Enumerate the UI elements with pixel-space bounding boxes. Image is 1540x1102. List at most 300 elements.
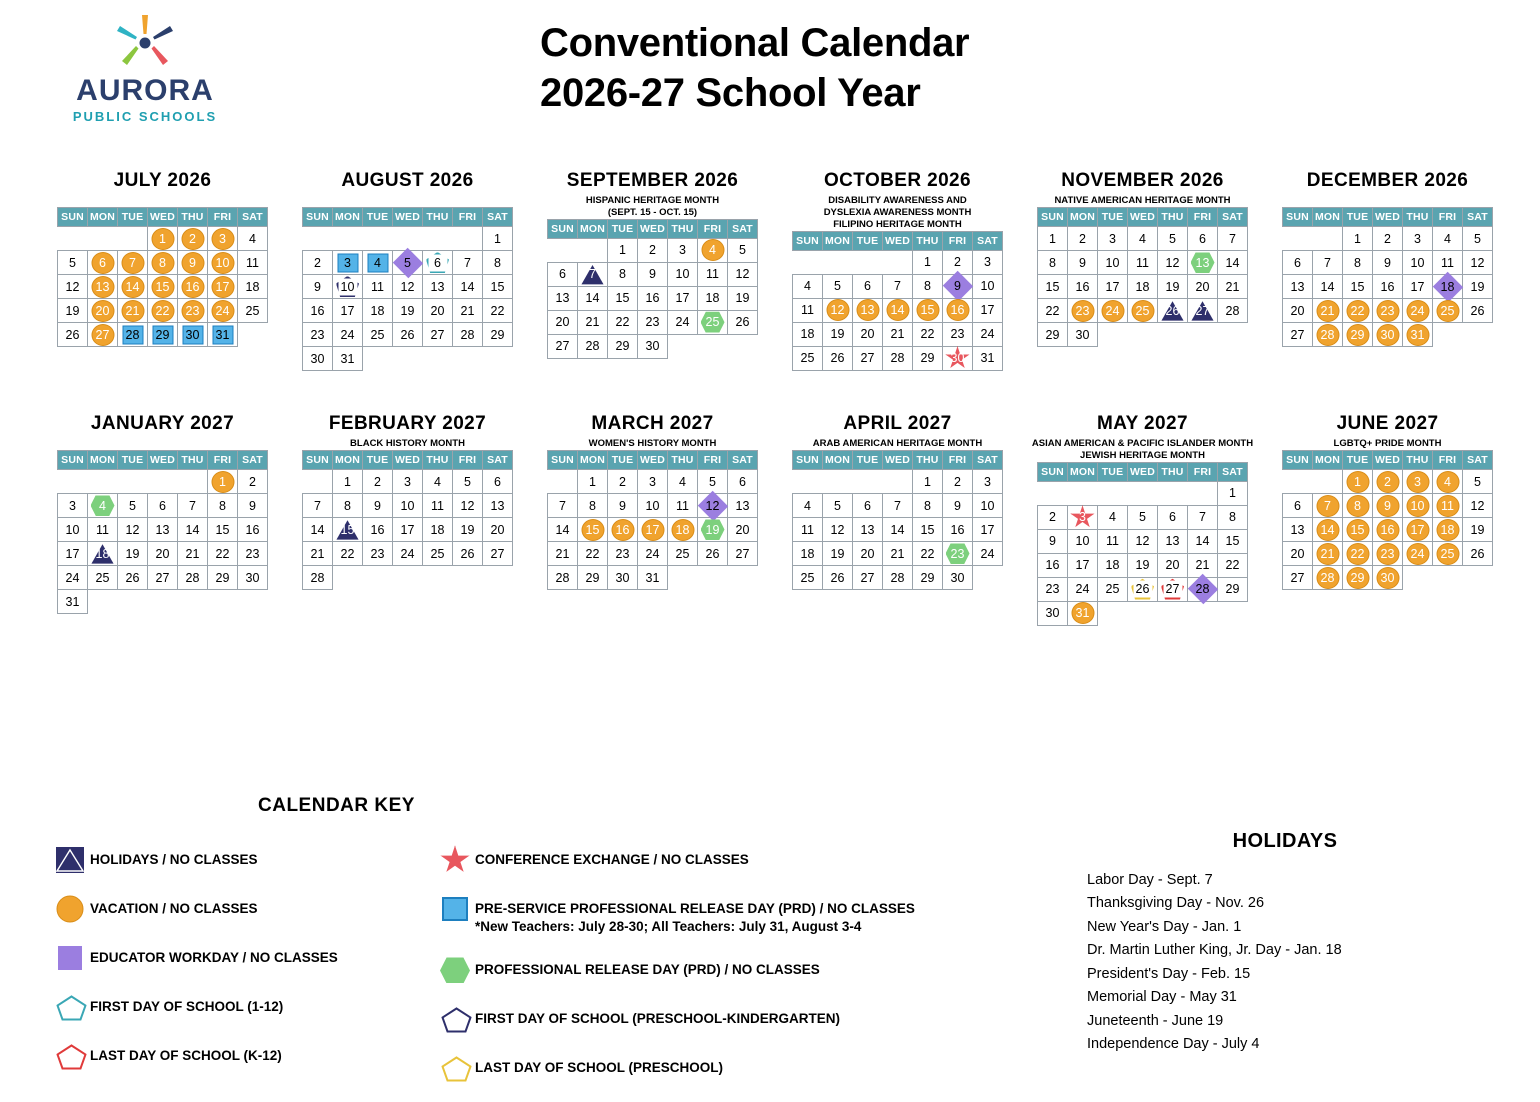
- day-cell: [1038, 299, 1068, 323]
- day-cell: [363, 275, 393, 299]
- day-number: 3: [649, 474, 656, 489]
- day-number: 3: [1414, 231, 1421, 246]
- day-cell: [793, 346, 823, 370]
- month-title: MAY 2027: [1097, 413, 1188, 434]
- day-cell: [423, 323, 453, 347]
- day-number: 25: [95, 570, 110, 585]
- day-number: 8: [1049, 255, 1056, 270]
- day-number: 7: [894, 498, 901, 513]
- day-number: 15: [490, 279, 505, 294]
- day-number: 10: [1410, 498, 1425, 513]
- day-cell: [363, 470, 393, 494]
- empty-cell: [1283, 227, 1313, 251]
- day-cell: [548, 494, 578, 518]
- weekday-header-fri: FRI: [943, 231, 973, 250]
- day-number: 19: [735, 291, 750, 306]
- day-cell: [548, 286, 578, 310]
- day-cell: [883, 566, 913, 590]
- day-number: 15: [215, 522, 230, 537]
- weekday-header-mon: MON: [333, 208, 363, 227]
- day-number: 9: [1384, 498, 1391, 513]
- day-number: 15: [155, 279, 170, 294]
- day-number: 24: [980, 327, 995, 342]
- day-number: 27: [860, 351, 875, 366]
- day-cell: [1218, 577, 1248, 601]
- empty-cell: [973, 566, 1003, 590]
- day-cell: [1038, 251, 1068, 275]
- weekday-header-fri: FRI: [943, 451, 973, 470]
- day-cell: [303, 542, 333, 566]
- day-number: 27: [490, 546, 505, 561]
- day-cell: [973, 470, 1003, 494]
- empty-cell: [1128, 323, 1158, 347]
- empty-cell: [1158, 323, 1188, 347]
- day-number: 4: [804, 498, 811, 513]
- day-cell: [943, 346, 973, 370]
- day-cell: [1068, 601, 1098, 625]
- weekday-header-wed: WED: [883, 231, 913, 250]
- key-label-text: LAST DAY OF SCHOOL (K-12): [90, 1048, 282, 1063]
- weekday-header-sat: SAT: [1218, 208, 1248, 227]
- day-cell: [1098, 251, 1128, 275]
- empty-cell: [1188, 481, 1218, 505]
- day-cell: [1403, 494, 1433, 518]
- day-cell: [1218, 553, 1248, 577]
- day-number: 30: [950, 351, 965, 366]
- weekday-header-fri: FRI: [208, 208, 238, 227]
- day-cell: [1098, 227, 1128, 251]
- day-cell: [698, 542, 728, 566]
- day-number: 3: [344, 255, 351, 270]
- empty-cell: [548, 470, 578, 494]
- month-july-2026: [40, 170, 285, 371]
- day-cell: [238, 566, 268, 590]
- day-number: 26: [460, 546, 475, 561]
- calendar-key-right-column: [435, 845, 1015, 1102]
- day-cell: [608, 238, 638, 262]
- day-number: 21: [1320, 546, 1335, 561]
- month-title: SEPTEMBER 2026: [566, 170, 739, 191]
- day-cell: [1463, 275, 1493, 299]
- day-cell: [1313, 299, 1343, 323]
- day-number: 27: [735, 546, 750, 561]
- day-cell: [1218, 481, 1248, 505]
- day-cell: [58, 251, 88, 275]
- day-number: 30: [185, 327, 200, 342]
- day-cell: [58, 494, 88, 518]
- empty-cell: [668, 566, 698, 590]
- day-number: 2: [649, 243, 656, 258]
- day-number: 20: [430, 303, 445, 318]
- weekday-header-thu: THU: [1158, 208, 1188, 227]
- day-number: 10: [645, 498, 660, 513]
- day-number: 5: [69, 255, 76, 270]
- weekday-header-mon: MON: [88, 208, 118, 227]
- day-cell: [1128, 553, 1158, 577]
- day-cell: [178, 542, 208, 566]
- day-number: 7: [464, 255, 471, 270]
- day-number: 13: [1290, 522, 1305, 537]
- weekday-header-wed: WED: [393, 451, 423, 470]
- day-cell: [238, 275, 268, 299]
- day-number: 18: [1105, 558, 1120, 573]
- day-cell: [483, 470, 513, 494]
- day-number: 17: [980, 303, 995, 318]
- day-cell: [1038, 227, 1068, 251]
- day-number: 19: [705, 522, 720, 537]
- day-number: 8: [1354, 498, 1361, 513]
- empty-cell: [793, 250, 823, 274]
- day-cell: [853, 274, 883, 298]
- day-number: 24: [1410, 546, 1425, 561]
- day-number: 1: [159, 231, 166, 246]
- day-number: 25: [1440, 303, 1455, 318]
- day-cell: [148, 323, 178, 347]
- empty-cell: [423, 347, 453, 371]
- weekday-header-fri: FRI: [698, 219, 728, 238]
- day-number: 22: [920, 327, 935, 342]
- day-cell: [58, 518, 88, 542]
- day-number: 23: [1075, 303, 1090, 318]
- day-number: 3: [219, 231, 226, 246]
- key-item-label: [90, 894, 258, 918]
- day-cell: [1068, 299, 1098, 323]
- empty-cell: [178, 470, 208, 494]
- day-cell: [668, 470, 698, 494]
- month-table: [547, 450, 758, 590]
- day-number: 28: [185, 570, 200, 585]
- day-number: 20: [860, 546, 875, 561]
- empty-cell: [1158, 601, 1188, 625]
- day-cell: [423, 542, 453, 566]
- day-cell: [638, 310, 668, 334]
- weekday-header-sun: SUN: [1038, 208, 1068, 227]
- day-cell: [1433, 494, 1463, 518]
- day-number: 11: [1441, 498, 1454, 513]
- day-cell: [1433, 227, 1463, 251]
- day-number: 11: [1136, 255, 1149, 270]
- day-cell: [638, 470, 668, 494]
- day-cell: [728, 542, 758, 566]
- day-cell: [393, 518, 423, 542]
- day-cell: [118, 275, 148, 299]
- day-cell: [1343, 470, 1373, 494]
- day-cell: [668, 518, 698, 542]
- day-cell: [1403, 518, 1433, 542]
- day-cell: [58, 542, 88, 566]
- calendar-month-row: [0, 413, 1540, 626]
- holiday-item: Dr. Martin Luther King, Jr. Day - Jan. 18: [1087, 942, 1342, 959]
- day-number: 31: [65, 594, 80, 609]
- month-title: AUGUST 2026: [341, 170, 474, 191]
- weekday-header-mon: MON: [88, 451, 118, 470]
- key-item-label: [90, 1041, 282, 1065]
- day-number: 4: [804, 279, 811, 294]
- day-number: 2: [1384, 231, 1391, 246]
- day-number: 8: [589, 498, 596, 513]
- day-number: 16: [1075, 279, 1090, 294]
- day-cell: [483, 299, 513, 323]
- day-number: 15: [585, 522, 600, 537]
- day-cell: [668, 286, 698, 310]
- day-number: 21: [1195, 558, 1210, 573]
- day-cell: [1128, 505, 1158, 529]
- day-cell: [728, 238, 758, 262]
- day-number: 8: [924, 279, 931, 294]
- weekday-header-sun: SUN: [58, 451, 88, 470]
- day-cell: [578, 566, 608, 590]
- day-cell: [793, 298, 823, 322]
- day-number: 24: [1410, 303, 1425, 318]
- day-number: 2: [619, 474, 626, 489]
- day-cell: [698, 262, 728, 286]
- day-number: 25: [370, 327, 385, 342]
- holiday-item: Memorial Day - May 31: [1087, 989, 1237, 1006]
- day-cell: [1313, 323, 1343, 347]
- day-cell: [823, 494, 853, 518]
- day-cell: [548, 310, 578, 334]
- empty-cell: [423, 227, 453, 251]
- day-number: 3: [1109, 231, 1116, 246]
- day-cell: [1038, 529, 1068, 553]
- day-cell: [58, 299, 88, 323]
- weekday-header-sun: SUN: [1038, 462, 1068, 481]
- day-number: 26: [830, 570, 845, 585]
- day-number: 27: [555, 339, 570, 354]
- day-cell: [1098, 275, 1128, 299]
- day-number: 25: [1105, 582, 1120, 597]
- weekday-header-fri: FRI: [1188, 462, 1218, 481]
- day-number: 29: [1045, 327, 1060, 342]
- day-number: 16: [1380, 279, 1395, 294]
- day-number: 27: [430, 327, 445, 342]
- prd-hexagon-icon: [435, 955, 475, 985]
- day-cell: [1068, 275, 1098, 299]
- day-cell: [333, 323, 363, 347]
- day-number: 17: [65, 546, 80, 561]
- day-number: 2: [954, 474, 961, 489]
- day-number: 23: [370, 546, 385, 561]
- day-cell: [793, 566, 823, 590]
- day-cell: [1373, 299, 1403, 323]
- day-cell: [1068, 323, 1098, 347]
- day-cell: [1128, 227, 1158, 251]
- logo-aurora-text: AURORA: [76, 74, 214, 107]
- day-number: 14: [185, 522, 200, 537]
- key-item: [50, 992, 450, 1022]
- day-number: 14: [555, 522, 570, 537]
- day-number: 23: [950, 327, 965, 342]
- weekday-header-tue: TUE: [1343, 451, 1373, 470]
- key-item-label: [475, 894, 915, 936]
- day-cell: [578, 310, 608, 334]
- month-september-2026: [530, 170, 775, 371]
- day-cell: [883, 322, 913, 346]
- day-number: 15: [920, 522, 935, 537]
- empty-cell: [453, 347, 483, 371]
- day-number: 14: [310, 522, 325, 537]
- day-number: 11: [801, 303, 814, 318]
- day-cell: [1158, 529, 1188, 553]
- day-cell: [1283, 323, 1313, 347]
- weekday-header-thu: THU: [1403, 451, 1433, 470]
- day-number: 11: [706, 267, 719, 282]
- holiday-item: Labor Day - Sept. 7: [1087, 872, 1213, 888]
- key-item: [50, 845, 450, 875]
- day-cell: [853, 298, 883, 322]
- day-cell: [238, 299, 268, 323]
- day-cell: [483, 518, 513, 542]
- weekday-header-thu: THU: [178, 208, 208, 227]
- month-table: [57, 450, 268, 614]
- day-number: 7: [1199, 510, 1206, 525]
- day-cell: [333, 347, 363, 371]
- day-cell: [1188, 577, 1218, 601]
- day-cell: [1188, 505, 1218, 529]
- day-cell: [1463, 494, 1493, 518]
- day-number: 22: [585, 546, 600, 561]
- day-cell: [178, 275, 208, 299]
- day-cell: [1373, 227, 1403, 251]
- day-cell: [303, 299, 333, 323]
- day-cell: [1463, 227, 1493, 251]
- day-cell: [483, 494, 513, 518]
- day-cell: [483, 227, 513, 251]
- day-number: 12: [705, 498, 720, 513]
- day-number: 26: [400, 327, 415, 342]
- day-number: 3: [984, 255, 991, 270]
- day-cell: [973, 518, 1003, 542]
- day-number: 23: [615, 546, 630, 561]
- day-number: 8: [494, 255, 501, 270]
- day-cell: [303, 566, 333, 590]
- day-cell: [423, 251, 453, 275]
- day-number: 18: [370, 303, 385, 318]
- day-number: 6: [864, 498, 871, 513]
- day-number: 14: [1320, 279, 1335, 294]
- day-cell: [453, 470, 483, 494]
- empty-cell: [1188, 601, 1218, 625]
- day-cell: [423, 494, 453, 518]
- day-number: 6: [1169, 510, 1176, 525]
- month-title: MARCH 2027: [591, 413, 714, 434]
- day-number: 28: [890, 351, 905, 366]
- aurora-star-icon: [114, 14, 176, 72]
- empty-cell: [88, 470, 118, 494]
- day-cell: [1403, 542, 1433, 566]
- day-number: 22: [490, 303, 505, 318]
- day-cell: [1218, 227, 1248, 251]
- day-cell: [58, 590, 88, 614]
- key-item: [50, 894, 450, 924]
- day-cell: [973, 346, 1003, 370]
- day-cell: [638, 542, 668, 566]
- day-number: 29: [585, 570, 600, 585]
- day-number: 23: [950, 546, 965, 561]
- day-number: 21: [890, 327, 905, 342]
- day-number: 9: [954, 498, 961, 513]
- day-number: 10: [1105, 255, 1120, 270]
- key-item: [435, 1053, 1015, 1083]
- empty-cell: [393, 347, 423, 371]
- day-number: 28: [585, 339, 600, 354]
- day-number: 9: [649, 267, 656, 282]
- day-cell: [208, 323, 238, 347]
- day-number: 22: [920, 546, 935, 561]
- key-item-label: [475, 845, 749, 869]
- weekday-header-thu: THU: [423, 451, 453, 470]
- key-label-note: *New Teachers: July 28-30; All Teachers: July 31, August 3-4: [475, 919, 862, 935]
- day-cell: [58, 323, 88, 347]
- empty-cell: [453, 227, 483, 251]
- day-number: 3: [1414, 474, 1421, 489]
- day-cell: [1038, 323, 1068, 347]
- day-cell: [238, 542, 268, 566]
- day-number: 15: [1225, 534, 1240, 549]
- day-cell: [1068, 227, 1098, 251]
- day-cell: [943, 470, 973, 494]
- day-number: 17: [675, 291, 690, 306]
- day-cell: [1313, 566, 1343, 590]
- day-number: 21: [125, 303, 140, 318]
- weekday-header-tue: TUE: [853, 451, 883, 470]
- day-cell: [548, 566, 578, 590]
- day-cell: [1283, 275, 1313, 299]
- day-number: 30: [1380, 570, 1395, 585]
- empty-cell: [1098, 481, 1128, 505]
- weekday-header-thu: THU: [668, 451, 698, 470]
- day-cell: [1373, 518, 1403, 542]
- day-number: 31: [215, 327, 230, 342]
- day-cell: [423, 518, 453, 542]
- empty-cell: [58, 227, 88, 251]
- day-cell: [1068, 251, 1098, 275]
- day-number: 27: [1290, 327, 1305, 342]
- day-number: 12: [830, 522, 845, 537]
- empty-cell: [1313, 470, 1343, 494]
- day-cell: [148, 299, 178, 323]
- day-number: 13: [1165, 534, 1180, 549]
- key-item-label: [475, 1053, 723, 1077]
- weekday-header-fri: FRI: [1433, 451, 1463, 470]
- day-cell: [148, 251, 178, 275]
- day-number: 6: [494, 474, 501, 489]
- month-table: [547, 219, 758, 359]
- day-cell: [1188, 227, 1218, 251]
- day-number: 31: [1075, 606, 1090, 621]
- day-cell: [1433, 299, 1463, 323]
- day-number: 13: [430, 279, 445, 294]
- day-cell: [238, 518, 268, 542]
- day-number: 19: [125, 546, 140, 561]
- weekday-header-sun: SUN: [1283, 208, 1313, 227]
- day-cell: [578, 518, 608, 542]
- day-cell: [1038, 553, 1068, 577]
- month-table: [57, 207, 268, 347]
- day-number: 1: [1354, 474, 1361, 489]
- day-number: 28: [310, 570, 325, 585]
- day-number: 14: [1195, 534, 1210, 549]
- day-cell: [1313, 518, 1343, 542]
- day-cell: [668, 238, 698, 262]
- day-cell: [393, 251, 423, 275]
- month-title: JULY 2026: [113, 170, 212, 191]
- day-cell: [1218, 275, 1248, 299]
- day-number: 30: [615, 570, 630, 585]
- day-number: 28: [1320, 327, 1335, 342]
- day-cell: [1373, 323, 1403, 347]
- empty-cell: [208, 590, 238, 614]
